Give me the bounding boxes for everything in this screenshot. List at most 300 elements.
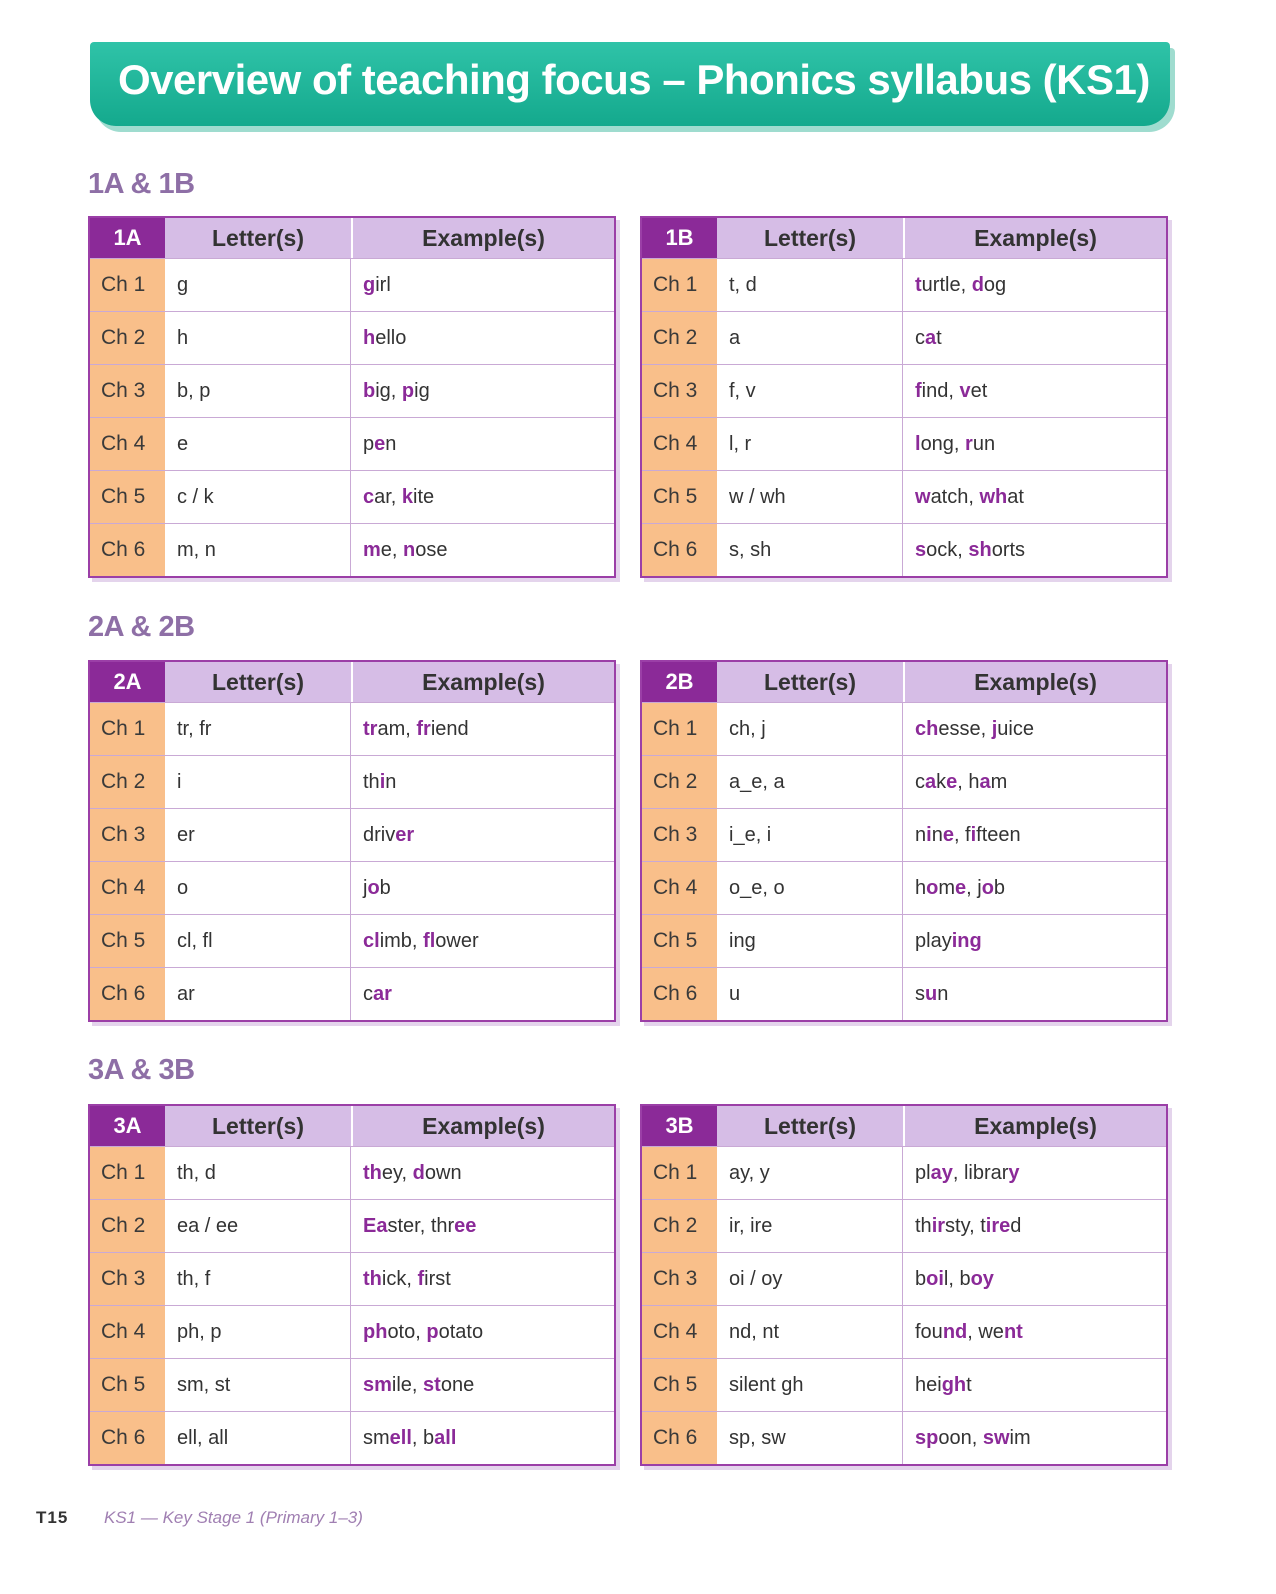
letters-cell: a xyxy=(717,312,903,364)
table-row xyxy=(90,967,614,1020)
chapter-cell: Ch 1 xyxy=(642,259,717,311)
highlighted-letters: cl xyxy=(363,929,380,952)
examples-cell xyxy=(903,1412,1166,1464)
examples-cell xyxy=(903,259,1166,311)
example-text: et xyxy=(970,379,988,402)
example-text: atch, xyxy=(930,485,980,508)
highlighted-letters: ee xyxy=(454,1214,477,1237)
examples-cell xyxy=(903,1200,1166,1252)
table-row xyxy=(642,1252,1166,1305)
chapter-cell: Ch 2 xyxy=(90,1200,165,1252)
examples-cell xyxy=(351,862,614,914)
table-row xyxy=(642,523,1166,576)
letters-cell: th, d xyxy=(165,1147,351,1199)
highlighted-letters: oy xyxy=(970,1267,994,1290)
letters-cell: u xyxy=(717,968,903,1020)
example-text: fteen xyxy=(976,823,1021,846)
highlighted-letters: v xyxy=(959,379,971,402)
highlighted-letters: e xyxy=(942,823,954,846)
highlighted-letters: o xyxy=(926,876,939,899)
highlighted-letters: p xyxy=(426,1320,439,1343)
highlighted-letters: f xyxy=(417,1267,425,1290)
header-examples: Example(s) xyxy=(974,668,1097,695)
table-row xyxy=(90,1252,614,1305)
letters-cell: nd, nt xyxy=(717,1306,903,1358)
example-text: iend xyxy=(430,717,469,740)
chapter-cell: Ch 3 xyxy=(90,809,165,861)
table-row xyxy=(642,967,1166,1020)
header-examples: Example(s) xyxy=(422,668,545,695)
example-text: k xyxy=(936,770,947,793)
chapter-cell: Ch 6 xyxy=(642,524,717,576)
example-text: irst xyxy=(424,1267,451,1290)
example-text: own xyxy=(424,1161,462,1184)
examples-cell xyxy=(903,365,1166,417)
table-row xyxy=(642,1411,1166,1464)
examples-cell xyxy=(903,862,1166,914)
header-letters: Letter(s) xyxy=(717,218,905,258)
table-label: 1B xyxy=(642,218,717,258)
highlighted-letters: sw xyxy=(982,1426,1010,1449)
examples-cell xyxy=(351,259,614,311)
chapter-cell: Ch 6 xyxy=(90,968,165,1020)
example-text: orts xyxy=(991,538,1026,561)
table-row xyxy=(642,1146,1166,1199)
chapter-cell: Ch 4 xyxy=(642,862,717,914)
table-row xyxy=(642,1199,1166,1252)
letters-cell: ph, p xyxy=(165,1306,351,1358)
example-text: b xyxy=(379,876,391,899)
example-text: pl xyxy=(915,1161,931,1184)
examples-cell xyxy=(351,1412,614,1464)
letters-cell: sm, st xyxy=(165,1359,351,1411)
letters-cell: oi / oy xyxy=(717,1253,903,1305)
table-header xyxy=(642,1106,1166,1146)
highlighted-letters: c xyxy=(363,485,375,508)
highlighted-letters: d xyxy=(412,1161,425,1184)
table-row xyxy=(90,861,614,914)
table-row xyxy=(90,755,614,808)
chapter-cell: Ch 2 xyxy=(90,312,165,364)
example-text: og xyxy=(983,273,1007,296)
highlighted-letters: r xyxy=(965,432,973,455)
examples-cell xyxy=(903,524,1166,576)
examples-cell xyxy=(351,524,614,576)
table-label: 3A xyxy=(90,1106,165,1146)
chapter-cell: Ch 4 xyxy=(90,862,165,914)
examples-cell xyxy=(351,1359,614,1411)
examples-cell xyxy=(351,365,614,417)
header-examples: Example(s) xyxy=(422,1112,545,1139)
phonics-table xyxy=(640,660,1168,1022)
table-row xyxy=(90,1305,614,1358)
chapter-cell: Ch 1 xyxy=(642,703,717,755)
letters-cell: b, p xyxy=(165,365,351,417)
chapter-cell: Ch 4 xyxy=(642,418,717,470)
table-header xyxy=(90,218,614,258)
example-text: ock, xyxy=(926,538,969,561)
example-text: s xyxy=(915,982,925,1005)
highlighted-letters: n xyxy=(403,538,416,561)
highlighted-letters: fr xyxy=(416,717,431,740)
phonics-table xyxy=(88,1104,616,1466)
example-text: at xyxy=(1007,485,1024,508)
example-text: n xyxy=(915,823,927,846)
letters-cell: f, v xyxy=(717,365,903,417)
examples-cell xyxy=(903,418,1166,470)
example-text: , j xyxy=(966,876,982,899)
example-text: ick, xyxy=(381,1267,418,1290)
highlighted-letters: oi xyxy=(926,1267,944,1290)
section-heading: 2A & 2B xyxy=(88,611,195,643)
highlighted-letters: th xyxy=(363,1161,382,1184)
examples-cell xyxy=(351,312,614,364)
example-text: m xyxy=(938,876,956,899)
highlighted-letters: o xyxy=(367,876,380,899)
phonics-table xyxy=(640,216,1168,578)
example-text: im xyxy=(1009,1426,1031,1449)
section-heading: 3A & 3B xyxy=(88,1054,195,1086)
example-text: ower xyxy=(435,929,479,952)
example-text: n xyxy=(385,432,397,455)
table-row xyxy=(642,702,1166,755)
highlighted-letters: a xyxy=(925,770,937,793)
examples-cell xyxy=(351,968,614,1020)
example-text: c xyxy=(915,770,925,793)
highlighted-letters: all xyxy=(434,1426,457,1449)
example-text: th xyxy=(363,770,380,793)
header-letters: Letter(s) xyxy=(165,662,353,702)
chapter-cell: Ch 3 xyxy=(642,809,717,861)
highlighted-letters: ph xyxy=(363,1320,388,1343)
example-text: t xyxy=(966,1373,972,1396)
example-text: p xyxy=(363,432,375,455)
highlighted-letters: ell xyxy=(389,1426,412,1449)
example-text: irl xyxy=(375,273,391,296)
examples-cell xyxy=(351,809,614,861)
highlighted-letters: w xyxy=(915,485,931,508)
highlighted-letters: e xyxy=(946,770,958,793)
example-text: esse, xyxy=(938,717,992,740)
examples-cell xyxy=(351,418,614,470)
example-text: , librar xyxy=(952,1161,1009,1184)
example-text: b xyxy=(993,876,1006,899)
table-header xyxy=(642,218,1166,258)
chapter-cell: Ch 1 xyxy=(90,703,165,755)
examples-cell xyxy=(351,915,614,967)
example-text: ar, xyxy=(374,485,402,508)
chapter-cell: Ch 3 xyxy=(90,1253,165,1305)
highlighted-letters: sh xyxy=(968,538,992,561)
header-letters: Letter(s) xyxy=(717,1106,905,1146)
highlighted-letters: Ea xyxy=(363,1214,388,1237)
chapter-cell: Ch 1 xyxy=(90,1147,165,1199)
highlighted-letters: ar xyxy=(373,982,392,1005)
table-row xyxy=(90,914,614,967)
examples-cell xyxy=(351,471,614,523)
example-text: am, xyxy=(377,717,417,740)
highlighted-letters: s xyxy=(915,538,927,561)
table-row xyxy=(642,417,1166,470)
highlighted-letters: i xyxy=(926,823,932,846)
highlighted-letters: st xyxy=(423,1373,441,1396)
letters-cell: ea / ee xyxy=(165,1200,351,1252)
page-number: T15 xyxy=(36,1508,69,1527)
table-row xyxy=(90,258,614,311)
example-text: , f xyxy=(953,823,971,846)
table-row xyxy=(642,861,1166,914)
table-row xyxy=(90,311,614,364)
letters-cell: g xyxy=(165,259,351,311)
table-header xyxy=(90,1106,614,1146)
examples-cell xyxy=(903,968,1166,1020)
table-row xyxy=(642,755,1166,808)
table-row xyxy=(642,258,1166,311)
highlighted-letters: m xyxy=(363,538,381,561)
letters-cell: ay, y xyxy=(717,1147,903,1199)
header-examples: Example(s) xyxy=(974,1112,1097,1139)
example-text: ey, xyxy=(381,1161,413,1184)
letters-cell: i xyxy=(165,756,351,808)
table-row xyxy=(642,311,1166,364)
letters-cell: c / k xyxy=(165,471,351,523)
examples-cell xyxy=(903,756,1166,808)
table-row xyxy=(90,1146,614,1199)
table-row xyxy=(90,1199,614,1252)
example-text: t xyxy=(936,326,942,349)
highlighted-letters: wh xyxy=(979,485,1008,508)
example-text: l, b xyxy=(943,1267,971,1290)
highlighted-letters: d xyxy=(971,273,984,296)
highlighted-letters: gh xyxy=(941,1373,967,1396)
letters-cell: i_e, i xyxy=(717,809,903,861)
chapter-cell: Ch 5 xyxy=(642,915,717,967)
highlighted-letters: i xyxy=(379,770,386,793)
chapter-cell: Ch 2 xyxy=(642,312,717,364)
example-text: urtle, xyxy=(921,273,972,296)
letters-cell: tr, fr xyxy=(165,703,351,755)
table-row xyxy=(90,523,614,576)
examples-cell xyxy=(351,1306,614,1358)
header-examples: Example(s) xyxy=(422,224,545,251)
table-header xyxy=(90,662,614,702)
chapter-cell: Ch 5 xyxy=(642,471,717,523)
highlighted-letters: k xyxy=(401,485,414,508)
highlighted-letters: p xyxy=(401,379,415,402)
table-row xyxy=(90,364,614,417)
highlighted-letters: th xyxy=(363,1267,382,1290)
table-row xyxy=(90,417,614,470)
examples-cell xyxy=(351,1253,614,1305)
letters-cell: a_e, a xyxy=(717,756,903,808)
chapter-cell: Ch 2 xyxy=(90,756,165,808)
highlighted-letters: u xyxy=(925,982,938,1005)
example-text: ello xyxy=(375,326,407,349)
chapter-cell: Ch 5 xyxy=(90,471,165,523)
example-text: b xyxy=(915,1267,927,1290)
chapter-cell: Ch 3 xyxy=(642,1253,717,1305)
letters-cell: l, r xyxy=(717,418,903,470)
chapter-cell: Ch 2 xyxy=(642,1200,717,1252)
example-text: ose xyxy=(415,538,448,561)
phonics-table xyxy=(88,216,616,578)
highlighted-letters: b xyxy=(363,379,376,402)
example-text: one xyxy=(440,1373,475,1396)
table-row xyxy=(90,1358,614,1411)
example-text: th xyxy=(915,1214,932,1237)
highlighted-letters: er xyxy=(395,823,415,846)
example-text: un xyxy=(972,432,996,455)
example-text: oon, xyxy=(938,1426,983,1449)
example-text: ile, xyxy=(391,1373,424,1396)
highlighted-letters: h xyxy=(363,326,376,349)
highlighted-letters: tr xyxy=(363,717,378,740)
letters-cell: m, n xyxy=(165,524,351,576)
letters-cell: e xyxy=(165,418,351,470)
table-row xyxy=(90,470,614,523)
highlighted-letters: a xyxy=(979,770,991,793)
example-text: h xyxy=(915,876,927,899)
highlighted-letters: ay xyxy=(930,1161,953,1184)
examples-cell xyxy=(351,703,614,755)
highlighted-letters: fl xyxy=(423,929,436,952)
letters-cell: t, d xyxy=(717,259,903,311)
highlighted-letters: o xyxy=(981,876,994,899)
chapter-cell: Ch 4 xyxy=(90,418,165,470)
example-text: ig xyxy=(414,379,430,402)
chapter-cell: Ch 2 xyxy=(642,756,717,808)
letters-cell: ing xyxy=(717,915,903,967)
footer-text: KS1 — Key Stage 1 (Primary 1–3) xyxy=(104,1508,363,1527)
highlighted-letters: e xyxy=(955,876,967,899)
examples-cell xyxy=(903,1147,1166,1199)
highlighted-letters: e xyxy=(374,432,386,455)
example-text: ig, xyxy=(375,379,402,402)
example-text: oto, xyxy=(387,1320,427,1343)
examples-cell xyxy=(351,1200,614,1252)
examples-cell xyxy=(351,756,614,808)
highlighted-letters: y xyxy=(1008,1161,1020,1184)
table-row xyxy=(642,808,1166,861)
chapter-cell: Ch 6 xyxy=(90,1412,165,1464)
letters-cell: silent gh xyxy=(717,1359,903,1411)
table-row xyxy=(642,1305,1166,1358)
chapter-cell: Ch 3 xyxy=(90,365,165,417)
example-text: fou xyxy=(915,1320,943,1343)
example-text: uice xyxy=(997,717,1034,740)
examples-cell xyxy=(903,703,1166,755)
letters-cell: o xyxy=(165,862,351,914)
table-row xyxy=(642,364,1166,417)
highlighted-letters: sm xyxy=(363,1373,392,1396)
highlighted-letters: nt xyxy=(1003,1320,1023,1343)
letters-cell: h xyxy=(165,312,351,364)
example-text: sm xyxy=(363,1426,390,1449)
highlighted-letters: sp xyxy=(915,1426,939,1449)
example-text: n xyxy=(937,982,949,1005)
example-text: , h xyxy=(957,770,980,793)
header-letters: Letter(s) xyxy=(165,1106,353,1146)
chapter-cell: Ch 6 xyxy=(90,524,165,576)
header-examples: Example(s) xyxy=(974,224,1097,251)
example-text: d xyxy=(1010,1214,1022,1237)
table-label: 3B xyxy=(642,1106,717,1146)
examples-cell xyxy=(903,1253,1166,1305)
chapter-cell: Ch 5 xyxy=(642,1359,717,1411)
chapter-cell: Ch 6 xyxy=(642,968,717,1020)
header-letters: Letter(s) xyxy=(165,218,353,258)
letters-cell: ar xyxy=(165,968,351,1020)
letters-cell: cl, fl xyxy=(165,915,351,967)
page-title: Overview of teaching focus – Phonics syllabus (KS1) xyxy=(118,56,1150,103)
highlighted-letters: f xyxy=(915,379,922,402)
examples-cell xyxy=(903,471,1166,523)
letters-cell: w / wh xyxy=(717,471,903,523)
highlighted-letters: l xyxy=(915,432,921,455)
highlighted-letters: ire xyxy=(985,1214,1011,1237)
highlighted-letters: nd xyxy=(942,1320,968,1343)
phonics-table xyxy=(640,1104,1168,1466)
letters-cell: ch, j xyxy=(717,703,903,755)
table-label: 2A xyxy=(90,662,165,702)
chapter-cell: Ch 4 xyxy=(642,1306,717,1358)
highlighted-letters: g xyxy=(363,273,376,296)
example-text: n xyxy=(931,823,943,846)
example-text: e, xyxy=(380,538,404,561)
letters-cell: sp, sw xyxy=(717,1412,903,1464)
examples-cell xyxy=(351,1147,614,1199)
table-label: 2B xyxy=(642,662,717,702)
table-row xyxy=(90,808,614,861)
highlighted-letters: ing xyxy=(951,929,982,952)
title-banner xyxy=(90,42,1170,126)
highlighted-letters: ch xyxy=(915,717,939,740)
table-row xyxy=(90,702,614,755)
table-label: 1A xyxy=(90,218,165,258)
example-text: n xyxy=(385,770,397,793)
example-text: , we xyxy=(967,1320,1004,1343)
section-heading: 1A & 1B xyxy=(88,168,195,200)
letters-cell: ir, ire xyxy=(717,1200,903,1252)
example-text: m xyxy=(990,770,1008,793)
examples-cell xyxy=(903,1359,1166,1411)
table-row xyxy=(642,470,1166,523)
chapter-cell: Ch 5 xyxy=(90,915,165,967)
examples-cell xyxy=(903,915,1166,967)
phonics-table xyxy=(88,660,616,1022)
examples-cell xyxy=(903,1306,1166,1358)
chapter-cell: Ch 4 xyxy=(90,1306,165,1358)
examples-cell xyxy=(903,809,1166,861)
example-text: ind, xyxy=(921,379,960,402)
table-row xyxy=(642,914,1166,967)
chapter-cell: Ch 5 xyxy=(90,1359,165,1411)
example-text: imb, xyxy=(379,929,424,952)
example-text: driv xyxy=(363,823,396,846)
example-text: play xyxy=(915,929,952,952)
example-text: sty, t xyxy=(945,1214,986,1237)
letters-cell: o_e, o xyxy=(717,862,903,914)
letters-cell: ell, all xyxy=(165,1412,351,1464)
example-text: hei xyxy=(915,1373,942,1396)
example-text: ong, xyxy=(920,432,966,455)
chapter-cell: Ch 1 xyxy=(90,259,165,311)
chapter-cell: Ch 6 xyxy=(642,1412,717,1464)
example-text: , b xyxy=(411,1426,435,1449)
example-text: j xyxy=(363,876,368,899)
table-header xyxy=(642,662,1166,702)
examples-cell xyxy=(903,312,1166,364)
